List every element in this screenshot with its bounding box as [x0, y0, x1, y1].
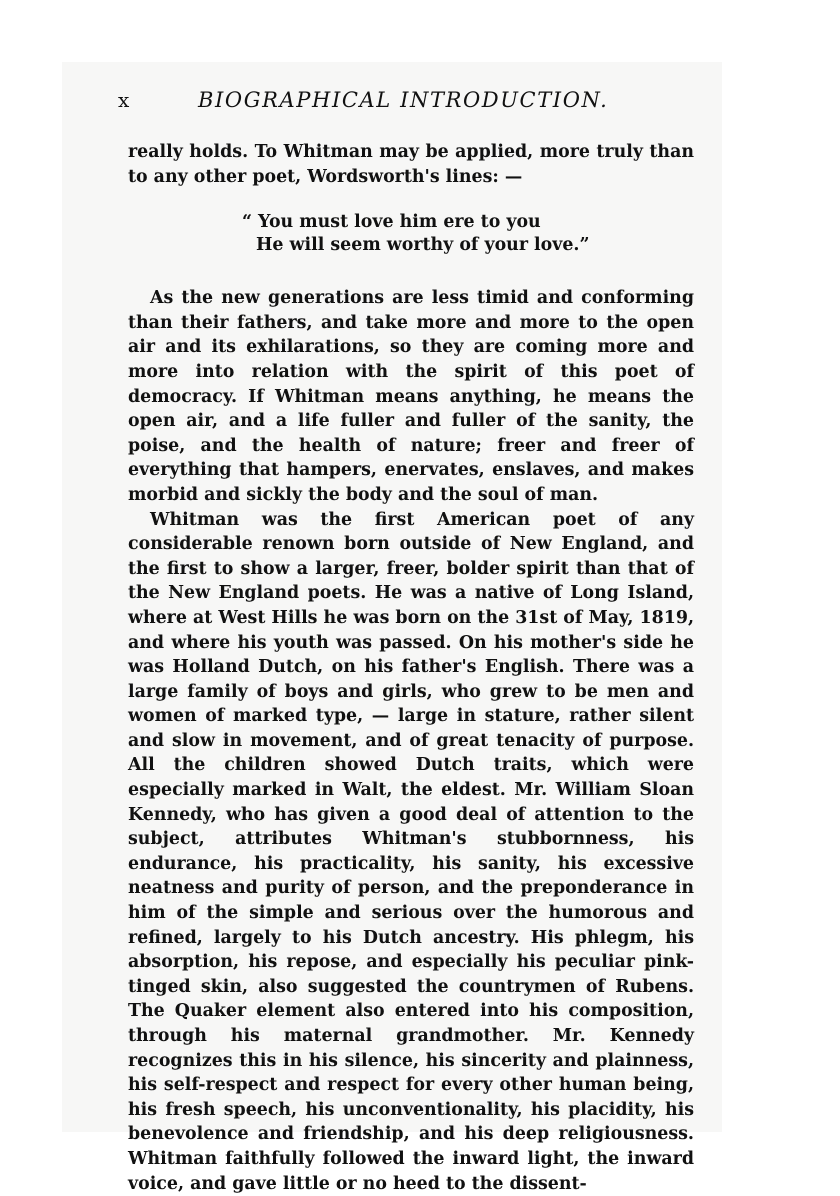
- page-number: x: [118, 88, 131, 112]
- verse-line: He will seem worthy of your love.”: [256, 235, 590, 256]
- paragraph: As the new generations are less timid and conforming than their fathers, and take more and more to the open air and its exhilarations, so they are coming more and more into relation with the spirit of this poet of democracy. If Whitman means anything, he means the open air, and a life fuller and fuller of the sanity, the poise, and the health of nature; freer and freer of everything that hampers, enervates, enslaves, and makes morbid and sickly the body and the soul of man.: [128, 288, 694, 505]
- opening-paragraph: really holds. To Whitman may be applied, more truly than to any other poet, Wordsworth's lines: —: [128, 142, 694, 187]
- paragraph: Whitman was the first American poet of any considerable renown born outside of New England, and the first to show a larger, freer, bolder spirit than that of the New England poets. He was a native of Long Island, where at West Hills he was born on the 31st of May, 1819, and where his youth was passed. On his mother's side he was Holland Dutch, on his father's English. There was a large family of boys and girls, who grew to be men and women of marked type, — large in stature, rather silent and slow in movement, and of great tenacity of purpose. All the children showed Dutch traits, which were especially marked in Walt, the eldest. Mr. William Sloan Kennedy, who has given a good deal of attention to the subject, attributes Whitman's stubbornness, his endurance, his practicality, his sanity, his excessive neatness and purity of person, and the preponderance in him of the simple and serious over the humorous and refined, largely to his Dutch ancestry. His phlegm, his absorption, his repose, and especially his peculiar pink-tinged skin, also suggested the countrymen of Rubens. The Quaker element also entered into his composition, through his maternal grandmother. Mr. Kennedy recognizes this in his silence, his sincerity and plainness, his self-respect and respect for every other human being, his fresh speech, his unconventionality, his placidity, his benevolence and friendship, and his deep religiousness. Whitman faithfully followed the inward light, the inward voice, and gave little or no heed to the dissent-: [128, 509, 694, 1194]
- verse-quotation: [242, 211, 694, 257]
- body-text: [128, 140, 694, 1196]
- page-header: [118, 88, 694, 118]
- running-title: BIOGRAPHICAL INTRODUCTION.: [198, 88, 609, 112]
- book-page: [118, 0, 694, 1194]
- verse-line: “ You must love him ere to you: [242, 212, 541, 233]
